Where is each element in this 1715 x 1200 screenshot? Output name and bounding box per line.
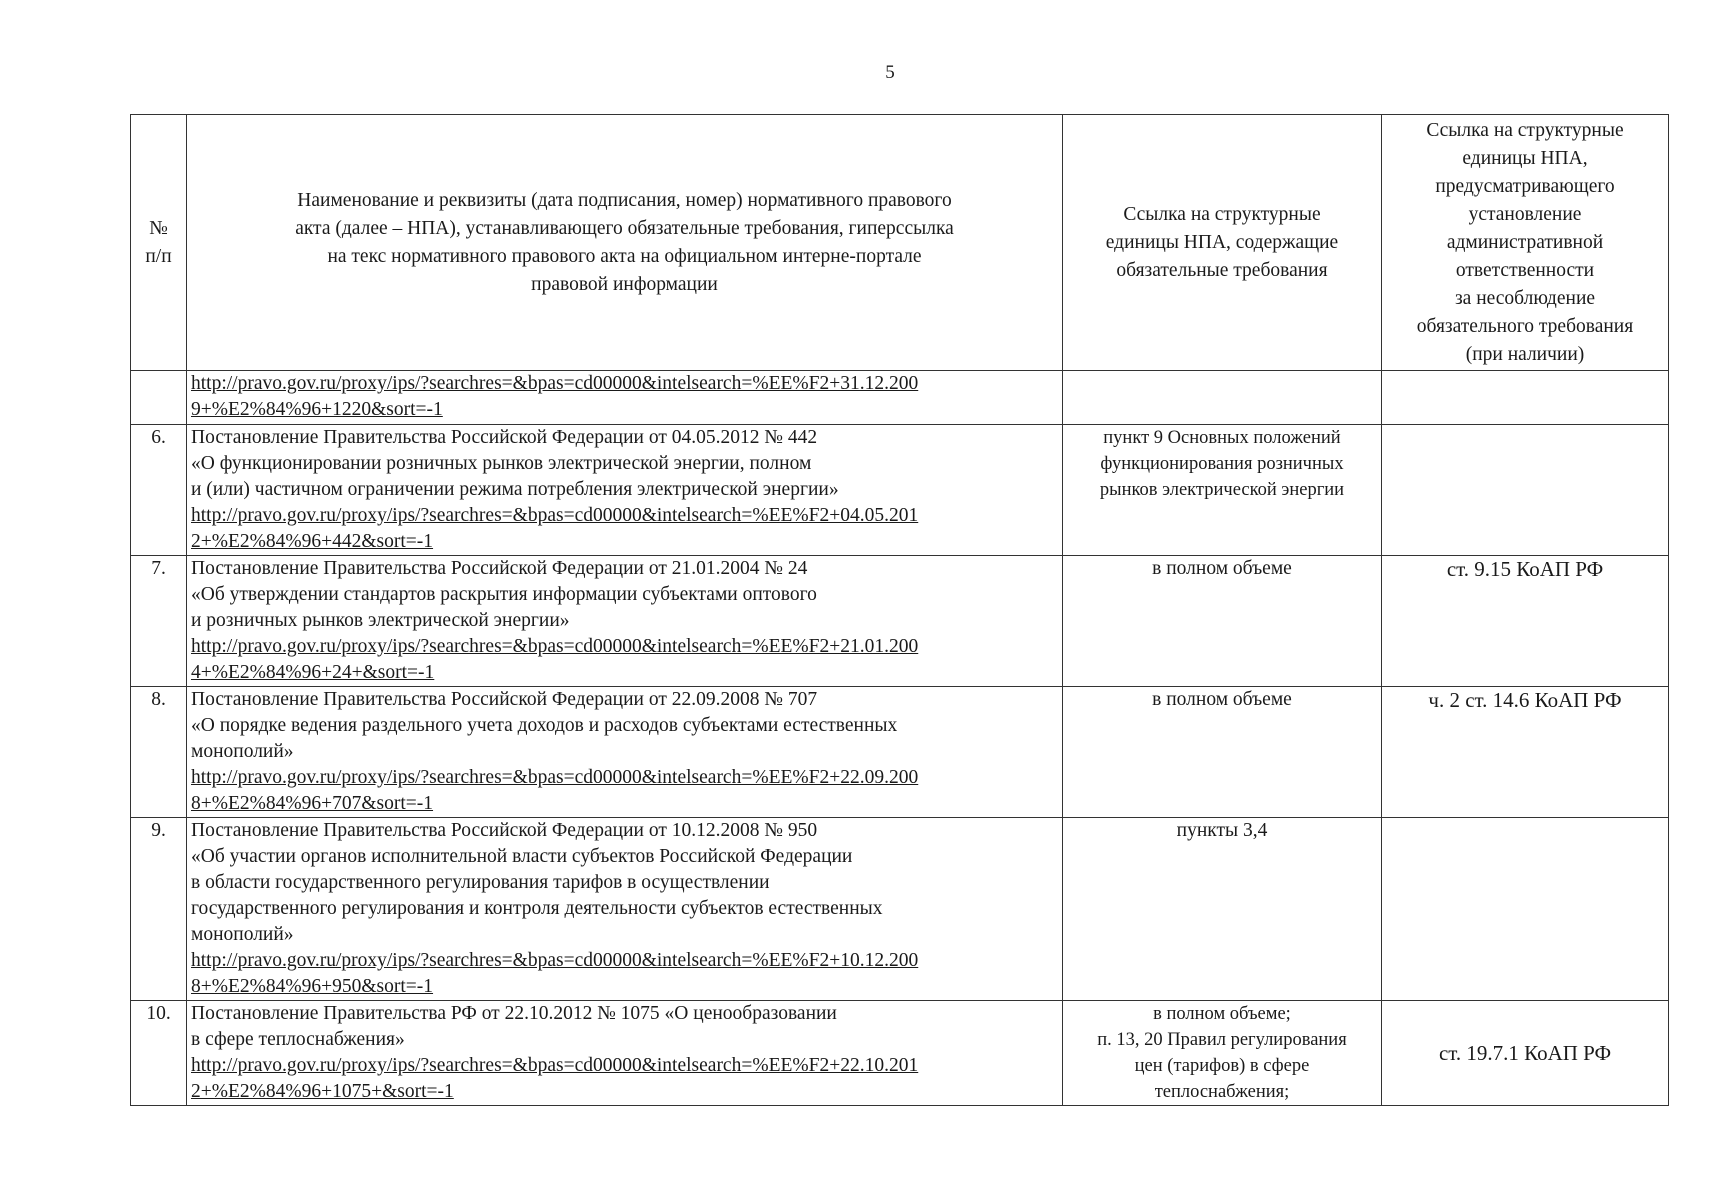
act-text-line: «Об участии органов исполнительной власти субъектов Российской Федерации	[191, 846, 853, 867]
act-link[interactable]: http://pravo.gov.ru/proxy/ips/?searchres=&bpas=cd00000&intelsearch=%EE%F2+04.05.201	[191, 505, 919, 526]
act-text-line: Постановление Правительства Российской Федерации от 22.09.2008 № 707	[191, 689, 818, 710]
ref-line: функционирования розничных	[1100, 454, 1344, 474]
ref-line: в полном объеме	[1152, 689, 1292, 710]
row-act	[187, 425, 1063, 556]
header-adm-line: ответственности	[1455, 259, 1595, 281]
header-name-line: Наименование и реквизиты (дата подписания, номер) нормативного правового	[297, 189, 952, 211]
act-link[interactable]: http://pravo.gov.ru/proxy/ips/?searchres=&bpas=cd00000&intelsearch=%EE%F2+22.09.200	[191, 767, 919, 788]
header-adm-line: Ссылка на структурные	[1426, 119, 1624, 141]
row-number: 10.	[131, 1001, 187, 1106]
act-link[interactable]: 2+%E2%84%96+1075+&sort=-1	[191, 1081, 454, 1102]
ref-line: пункт 9 Основных положений	[1103, 428, 1341, 448]
act-text-line: в сфере теплоснабжения»	[191, 1029, 405, 1050]
row-ref	[1063, 1001, 1382, 1106]
row-ref	[1063, 556, 1382, 687]
header-name-line: акта (далее – НПА), устанавливающего обязательные требования, гиперссылка	[295, 217, 954, 239]
row-number	[131, 371, 187, 425]
act-link[interactable]: http://pravo.gov.ru/proxy/ips/?searchres=&bpas=cd00000&intelsearch=%EE%F2+31.12.200	[191, 373, 919, 394]
table-header-row	[131, 115, 1669, 371]
header-adm-line: обязательного требования	[1416, 315, 1634, 337]
row-adm	[1382, 425, 1669, 556]
row-adm	[1382, 818, 1669, 1001]
act-text-line: Постановление Правительства Российской Федерации от 21.01.2004 № 24	[191, 558, 808, 579]
header-name-line: правовой информации	[531, 273, 718, 295]
ref-line: в полном объеме;	[1153, 1004, 1291, 1024]
act-link[interactable]: 8+%E2%84%96+707&sort=-1	[191, 793, 434, 814]
row-ref	[1063, 425, 1382, 556]
row-act	[187, 818, 1063, 1001]
header-num-line: п/п	[145, 245, 172, 267]
act-text-line: в области государственного регулирования тарифов в осуществлении	[191, 872, 770, 893]
header-adm-line: установление	[1468, 203, 1582, 225]
header-adm	[1382, 115, 1669, 371]
header-ref-line: единицы НПА, содержащие	[1105, 231, 1339, 253]
row-adm: ч. 2 ст. 14.6 КоАП РФ	[1382, 687, 1669, 818]
act-text-line: «Об утверждении стандартов раскрытия информации субъектами оптового	[191, 584, 817, 605]
ref-line: пункты 3,4	[1176, 820, 1268, 841]
page-number: 5	[885, 62, 895, 83]
ref-line: п. 13, 20 Правил регулирования	[1097, 1030, 1347, 1050]
act-link[interactable]: 4+%E2%84%96+24+&sort=-1	[191, 662, 435, 683]
row-ref	[1063, 371, 1382, 425]
act-text-line: монополий»	[191, 924, 294, 945]
row-act	[187, 371, 1063, 425]
act-link[interactable]: http://pravo.gov.ru/proxy/ips/?searchres=&bpas=cd00000&intelsearch=%EE%F2+10.12.200	[191, 950, 919, 971]
row-number: 8.	[131, 687, 187, 818]
header-adm-line: предусматривающего	[1435, 175, 1615, 197]
header-num	[131, 115, 187, 371]
table-row	[131, 425, 1669, 556]
header-num-line: №	[149, 217, 168, 239]
act-text-line: и (или) частичном ограничении режима потребления электрической энергии»	[191, 479, 839, 500]
header-adm-line: единицы НПА,	[1462, 147, 1588, 169]
table-row	[131, 818, 1669, 1001]
act-text-line: «О функционировании розничных рынков электрической энергии, полном	[191, 453, 812, 474]
row-number: 6.	[131, 425, 187, 556]
row-act	[187, 556, 1063, 687]
row-adm: ст. 9.15 КоАП РФ	[1382, 556, 1669, 687]
row-ref	[1063, 687, 1382, 818]
table-row	[131, 371, 1669, 425]
act-text-line: Постановление Правительства Российской Федерации от 04.05.2012 № 442	[191, 427, 818, 448]
act-text-line: Постановление Правительства Российской Федерации от 10.12.2008 № 950	[191, 820, 818, 841]
row-adm	[1382, 371, 1669, 425]
ref-line: в полном объеме	[1152, 558, 1292, 579]
ref-line: цен (тарифов) в сфере	[1134, 1056, 1310, 1076]
table-row	[131, 687, 1669, 818]
ref-line: теплоснабжения;	[1154, 1082, 1290, 1102]
act-text-line: монополий»	[191, 741, 294, 762]
act-text-line: «О порядке ведения раздельного учета доходов и расходов субъектами естественных	[191, 715, 898, 736]
act-link[interactable]: 2+%E2%84%96+442&sort=-1	[191, 531, 434, 552]
act-text-line: Постановление Правительства РФ от 22.10.2012 № 1075 «О ценообразовании	[191, 1003, 837, 1024]
requirements-table	[130, 114, 1669, 1106]
row-number: 9.	[131, 818, 187, 1001]
ref-line: рынков электрической энергии	[1099, 480, 1345, 500]
header-ref	[1063, 115, 1382, 371]
table-row	[131, 556, 1669, 687]
header-adm-line: за несоблюдение	[1454, 287, 1596, 309]
act-link[interactable]: 9+%E2%84%96+1220&sort=-1	[191, 399, 443, 420]
header-ref-line: Ссылка на структурные	[1123, 203, 1321, 225]
row-adm: ст. 19.7.1 КоАП РФ	[1382, 1001, 1669, 1106]
act-text-line: государственного регулирования и контроля деятельности субъектов естественных	[191, 898, 883, 919]
row-act	[187, 1001, 1063, 1106]
header-name-line: на текс нормативного правового акта на официальном интерне-портале	[327, 245, 922, 267]
row-act	[187, 687, 1063, 818]
act-text-line: и розничных рынков электрической энергии»	[191, 610, 570, 631]
act-link[interactable]: http://pravo.gov.ru/proxy/ips/?searchres=&bpas=cd00000&intelsearch=%EE%F2+22.10.201	[191, 1055, 919, 1076]
header-adm-line: административной	[1446, 231, 1604, 253]
row-ref	[1063, 818, 1382, 1001]
act-link[interactable]: http://pravo.gov.ru/proxy/ips/?searchres=&bpas=cd00000&intelsearch=%EE%F2+21.01.200	[191, 636, 919, 657]
header-name	[187, 115, 1063, 371]
act-link[interactable]: 8+%E2%84%96+950&sort=-1	[191, 976, 434, 997]
table-row	[131, 1001, 1669, 1106]
header-ref-line: обязательные требования	[1116, 259, 1328, 281]
header-adm-line: (при наличии)	[1465, 343, 1585, 365]
row-number: 7.	[131, 556, 187, 687]
